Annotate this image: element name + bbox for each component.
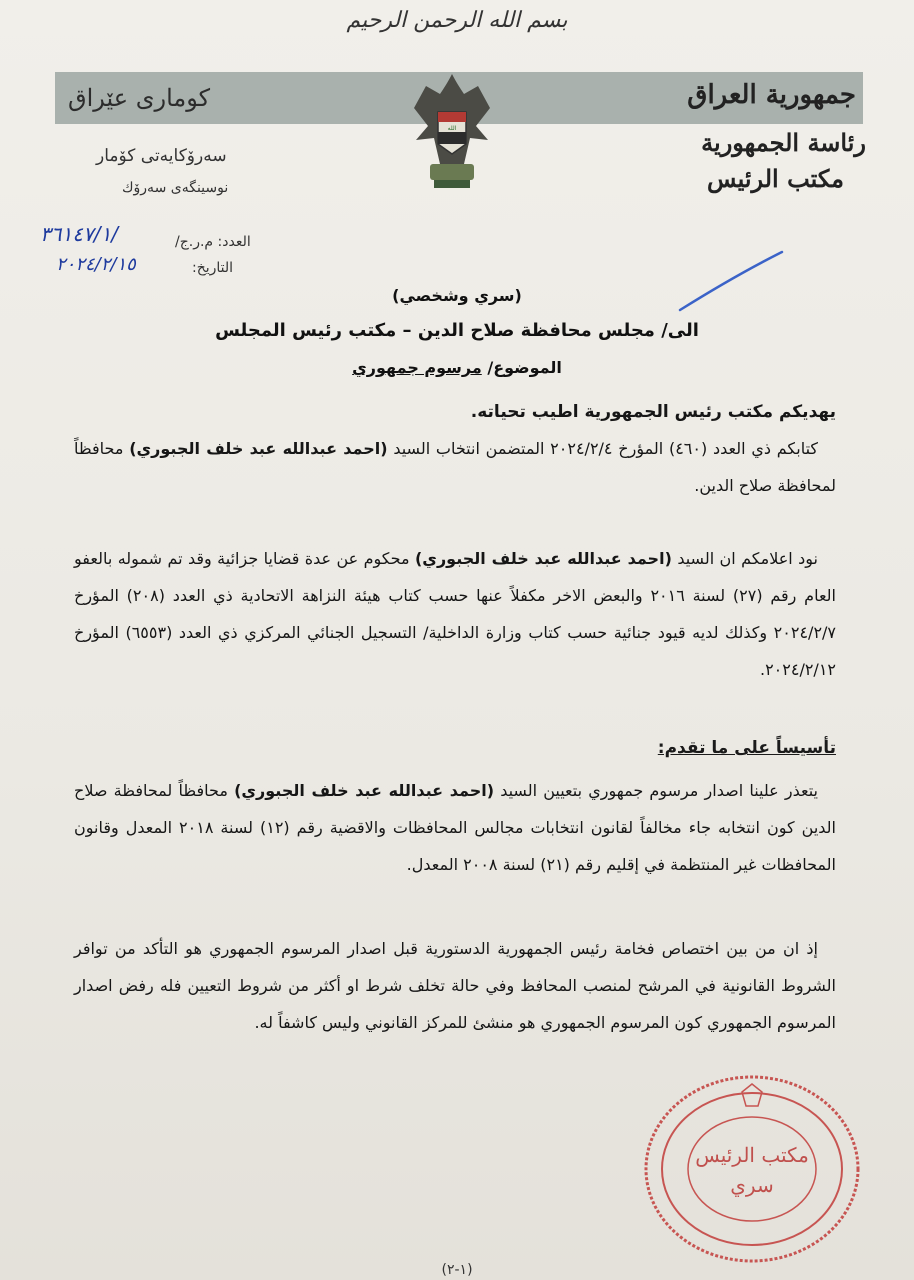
greeting: يهديكم مكتب رئيس الجمهورية اطيب تحياته. [470,402,836,422]
office-kurdish: نوسینگەی سەرۆك [122,180,229,196]
eagle-emblem-icon [404,68,500,192]
p2-person-name: (احمد عبدالله عبد خلف الجبوري) [414,549,672,568]
stamp-secret-text: سري [730,1173,774,1197]
date-label: التاريخ: [192,260,234,276]
p2-text-a: نود اعلامكم ان السيد [677,549,819,568]
p3-text-b: محافظاً لمحافظة صلاح الدين كون انتخابه جاء مخالفاً لقانون انتخابات مجالس المحافظات والاقضية رقم (١٢) لسنة ٢٠١٨ المعدل وقانون المحافظات غير المنتظمة في إقليم رقم (٢١) لسنة ٢٠٠٨ المعدل. [74,781,837,874]
country-kurdish: كوماری عێراق [68,84,211,112]
p1-text-b: محافظاً لمحافظة صلاح الدين. [74,439,836,495]
office-title: مكتب الرئيس [706,164,844,193]
p2-text-b: محكوم عن عدة قضايا جزائية وقد تم شموله بالعفو العام رقم (٢٧) لسنة ٢٠١٦ والبعض الاخر مكفلاً عنها حسب كتاب هيئة النزاهة الاتحادية ذي العدد (٢٠٨) المؤرخ ٢٠٢٤/٢/٧ وكذلك لديه قيود جنائية حسب كتاب وزارة الداخلية/ التسجيل الجنائي المركزي ذي العدد (٦٥٥٣) المؤرخ ٢٠٢٤/٢/١٢. [74,549,837,679]
office-seal-stamp [640,1070,864,1268]
paragraph-1 [74,430,836,504]
number-handwritten: ٣٦١٤٧/١/ [40,222,118,246]
p3-text-a: يتعذر علينا اصدار مرسوم جمهوري بتعيين السيد [500,781,818,800]
recipient: الى/ مجلس محافظة صلاح الدين – مكتب رئيس المجلس [215,320,699,341]
presidency-title: رئاسة الجمهورية [701,128,866,157]
p1-person-name: (احمد عبدالله عبد خلف الجبوري) [129,439,388,458]
basmala: بسم الله الرحمن الرحيم [346,8,568,33]
country-arabic: جمهورية العراق [687,80,856,110]
stamp-office-text: مكتب الرئيس [695,1143,809,1167]
p3-person-name: (احمد عبدالله عبد خلف الجبوري) [234,781,495,800]
subject-line [0,358,914,377]
subject-text: مرسوم جمهوري [352,358,482,377]
presidency-kurdish: سەرۆكایەتی كۆمار [96,146,227,166]
paragraph-4: إذ ان من بين اختصاص فخامة رئيس الجمهورية الدستورية قبل اصدار المرسوم الجمهوري هو التأكد من توافر الشروط القانونية في المرشح لمنصب المحافظ وفي حالة تخلف شرط او أكثر من شروط التعيين فله رفض اصدار المرسوم الجمهوري كون المرسوم الجمهوري هو منشئ للمركز القانوني وليس كاشفاً له. [74,939,836,1032]
classification: (سري وشخصي) [392,286,522,305]
conclusion-heading: تأسيساً على ما تقدم: [657,738,836,758]
paragraph-3 [74,772,836,883]
paragraph-2 [74,540,836,688]
subject-label: الموضوع/ [487,358,562,377]
p1-text-a: كتابكم ذي العدد (٤٦٠) المؤرخ ٢٠٢٤/٢/٤ المتضمن انتخاب السيد [393,439,819,458]
date-handwritten: ٢٠٢٤/٢/١٥ [56,254,136,275]
page-number: (١-٢) [441,1262,473,1278]
svg-text:الله: الله [447,125,457,132]
number-label: العدد: م.ر.ج/ [175,234,251,250]
pen-mark [676,248,786,318]
